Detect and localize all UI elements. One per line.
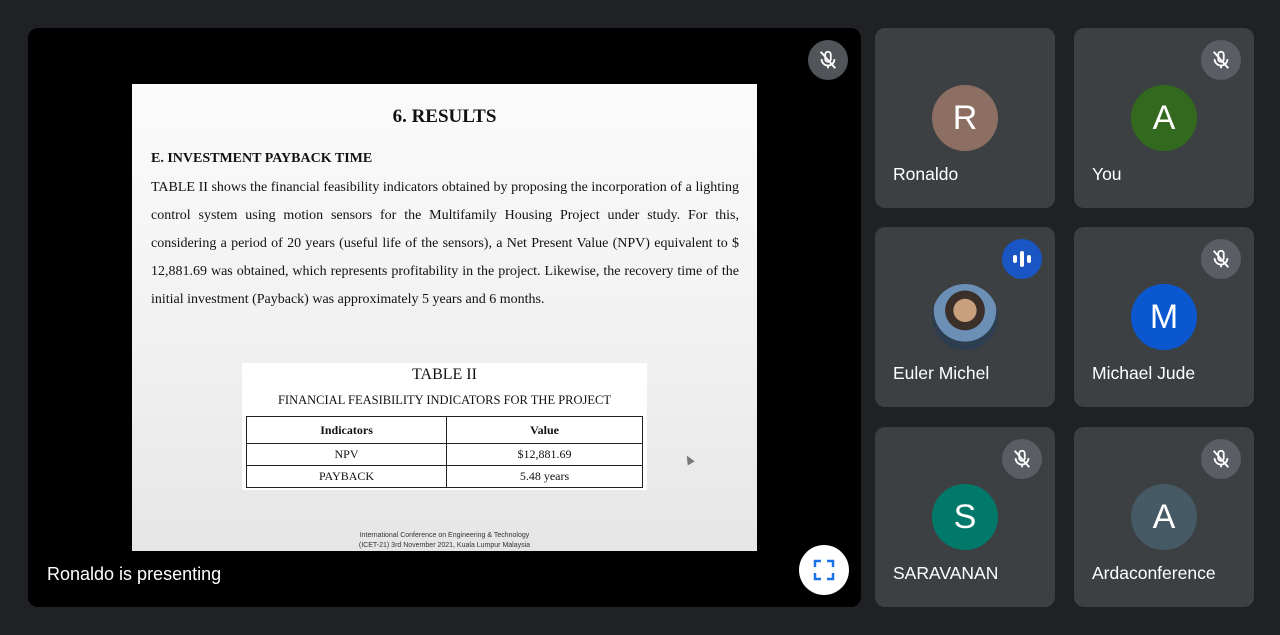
shared-slide xyxy=(132,84,757,551)
participant-name: Ardaconference xyxy=(1092,563,1216,583)
fullscreen-icon xyxy=(812,558,836,582)
participant-name: Ronaldo xyxy=(893,164,959,184)
mouse-cursor-icon xyxy=(683,454,694,466)
mic-off-icon xyxy=(1201,40,1241,80)
table-row xyxy=(247,466,643,488)
table-header: Indicators xyxy=(247,417,447,444)
participant-tile-euler-michel[interactable] xyxy=(875,227,1055,407)
slide-body-text: TABLE II shows the financial feasibility indicators obtained by proposing the incorporation of a lighting control system using motion sensors for the Multifamily Housing Project under study. For this, considering a period of 20 years (useful life of the sensors), a Net Present Value (NPV) equivalent to $ 12,881.69 was obtained, which represents profitability in the project. Likewise, the recovery time of the initial investment (Payback) was approximately 5 years and 6 months. xyxy=(151,180,739,307)
presentation-stage[interactable] xyxy=(28,28,861,607)
avatar: A xyxy=(1131,484,1197,550)
table-header-row xyxy=(247,417,643,444)
avatar: A xyxy=(1131,85,1197,151)
avatar-photo xyxy=(932,284,998,350)
table-cell: NPV xyxy=(247,444,447,466)
mic-off-icon xyxy=(817,49,839,71)
table-title: TABLE II xyxy=(412,366,477,383)
presenting-label: Ronaldo is presenting xyxy=(47,564,222,584)
footer-line: (ICET-21) 3rd November 2021, Kuala Lumpur Malaysia xyxy=(358,542,531,549)
participant-name: SARAVANAN xyxy=(893,563,999,583)
speaking-indicator-icon xyxy=(1002,239,1042,279)
financial-table-box xyxy=(242,363,647,490)
participant-tile-saravanan[interactable] xyxy=(875,427,1055,607)
participant-name: You xyxy=(1092,164,1122,184)
slide-section-heading: E. INVESTMENT PAYBACK TIME xyxy=(151,151,373,166)
slide-footer xyxy=(132,531,757,551)
fullscreen-button[interactable] xyxy=(799,545,849,595)
participant-tile-you[interactable] xyxy=(1074,28,1254,208)
avatar: S xyxy=(932,484,998,550)
table-subtitle: FINANCIAL FEASIBILITY INDICATORS FOR THE PROJECT xyxy=(277,393,611,407)
mic-off-icon xyxy=(1002,439,1042,479)
table-cell: $12,881.69 xyxy=(447,444,643,466)
slide-title: 6. RESULTS xyxy=(392,106,497,127)
participant-tile-ardaconference[interactable] xyxy=(1074,427,1254,607)
presenter-mic-off-icon xyxy=(808,40,848,80)
table-cell: 5.48 years xyxy=(447,466,643,488)
avatar: M xyxy=(1131,284,1197,350)
mic-off-icon xyxy=(1201,239,1241,279)
table-header: Value xyxy=(447,417,643,444)
table-cell: PAYBACK xyxy=(247,466,447,488)
participant-name: Euler Michel xyxy=(893,363,990,383)
financial-table xyxy=(246,416,643,488)
participant-name: Michael Jude xyxy=(1092,363,1196,383)
participant-tile-michael-jude[interactable] xyxy=(1074,227,1254,407)
avatar: R xyxy=(932,85,998,151)
participant-tile-ronaldo[interactable] xyxy=(875,28,1055,208)
table-row xyxy=(247,444,643,466)
footer-line: International Conference on Engineering & Technology xyxy=(359,532,530,539)
mic-off-icon xyxy=(1201,439,1241,479)
